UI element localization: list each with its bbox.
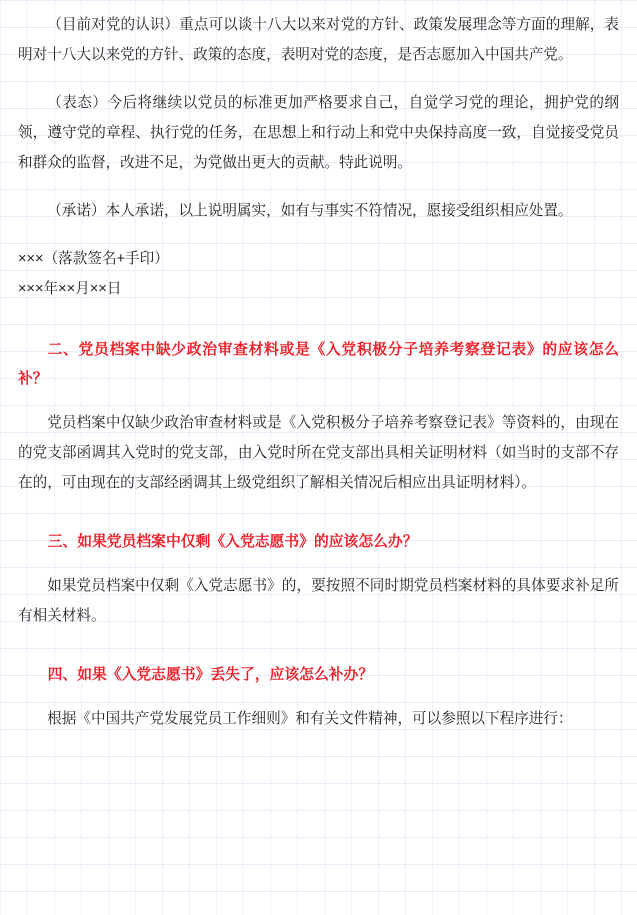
paragraph-answer-four: 根据《中国共产党发展党员工作细则》和有关文件精神，可以参照以下程序进行： (47, 711, 573, 727)
spacer (18, 324, 619, 330)
paragraph-promise: （承诺）本人承诺，以上说明属实，如有与事实不符情况，愿接受组织相应处置。 (47, 203, 573, 219)
paragraph-statement: （表态）今后将继续以党员的标准更加严格要求自己，自觉学习党的理论，拥护党的纲领，遵守党的章程、执行党的任务，在思想上和行动上和党中央保持高度一致，自觉接受党员和群众的监督，改进不足，为党做出更大的贡献。特此说明。 (18, 95, 619, 171)
heading-question-two: 二、党员档案中缺少政治审查材料或是《入党积极分子培养考察登记表》的应该怎么补？ (18, 342, 619, 387)
paragraph-answer-two: 党员档案中仅缺少政治审查材料或是《入党积极分子培养考察登记表》等资料的，由现在的党支部函调其入党时的党支部，由入党时所在党支部出具相关证明材料（如当时的支部不存在的，可由现在的支部经函调其上级党组织了解相关情况后相应出具证明材料）。 (18, 415, 619, 491)
paragraph-understanding: （目前对党的认识）重点可以谈十八大以来对党的方针、政策发展理念等方面的理解，表明对十八大以来党的方针、政策的态度，表明对党的态度，是否志愿加入中国共产党。 (18, 17, 619, 63)
heading-question-four: 四、如果《入党志愿书》丢失了，应该怎么补办？ (47, 667, 374, 683)
heading-question-three: 三、如果党员档案中仅剩《入党志愿书》的应该怎么办？ (47, 534, 418, 550)
date-line: ×××年××月××日 (18, 281, 122, 297)
paragraph-answer-three: 如果党员档案中仅剩《入党志愿书》的，要按照不同时期党员档案材料的具体要求补足所有相关材料。 (18, 578, 619, 624)
signature-block (18, 244, 619, 304)
signature-line: ×××（落款签名+手印） (18, 251, 169, 267)
spacer (18, 516, 619, 522)
spacer (18, 649, 619, 655)
document-content (18, 10, 619, 734)
